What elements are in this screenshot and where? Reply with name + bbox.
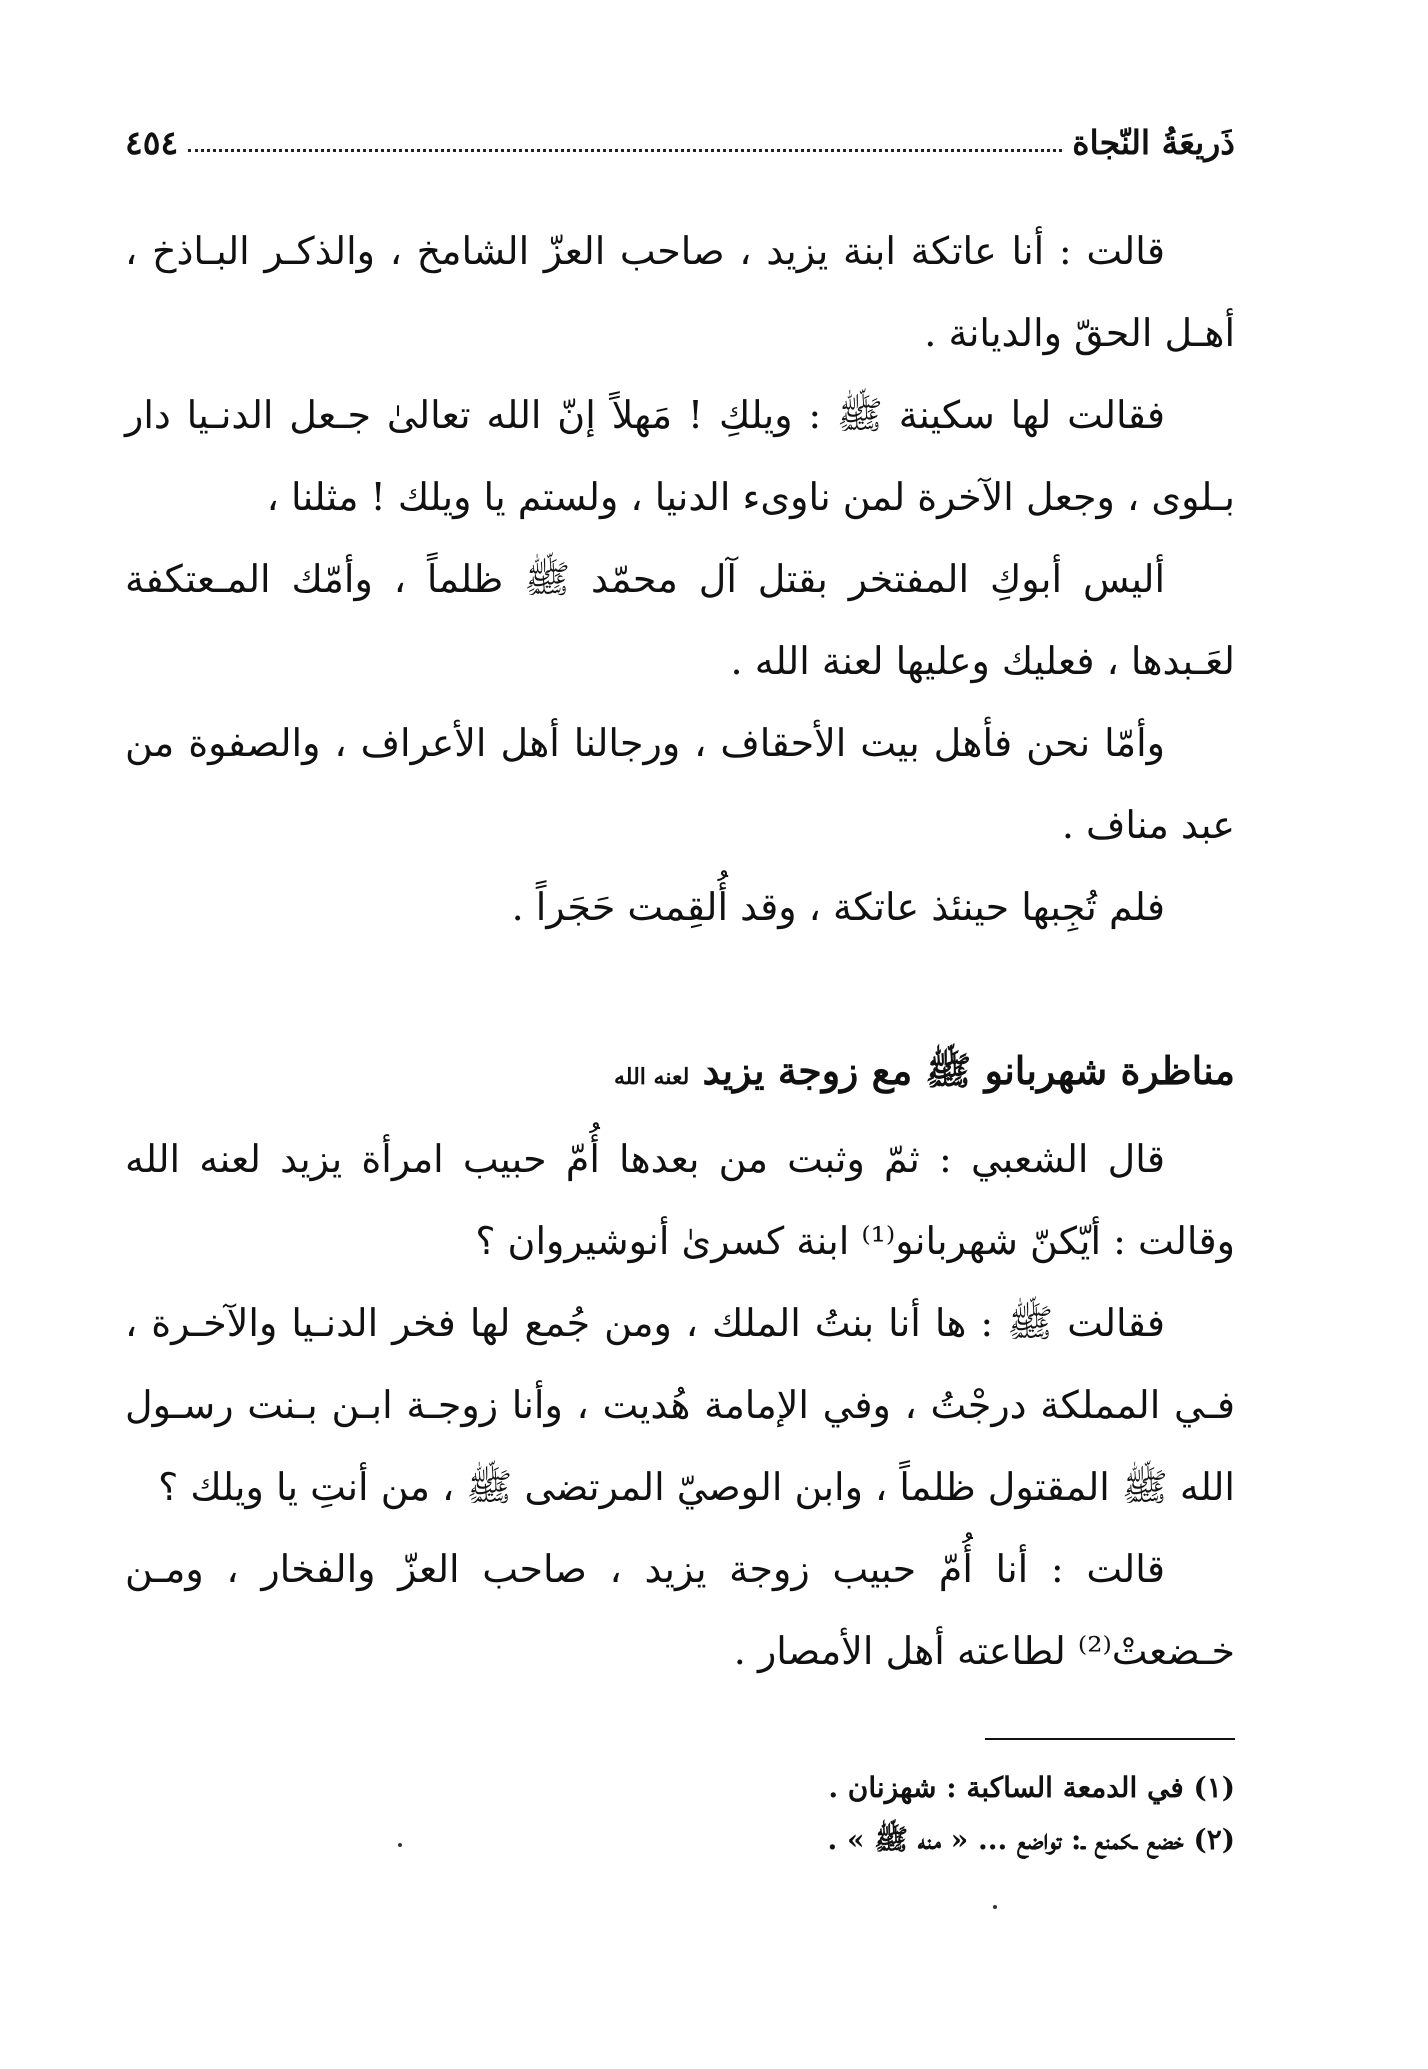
footnotes — [125, 1762, 1235, 1866]
paragraph-shahrbanu-reply: فقالت ﷺ : ها أنا بنتُ الملك ، ومن جُمع لها فخر الدنـيا والآخـرة ، فـي المملكة درجْتُ ، وفي الإمامة هُديت ، وأنا زوجـة ابـن بـنت رسـول الله ﷺ المقتول ظلماً ، وابن الوصيّ المرتضى ﷺ ، من أنتِ يا ويلك ؟ — [125, 1301, 1235, 1509]
paragraph-sukayna-reply: فقالت لها سكينة ﷺ : ويلكِ ! مَهلاً إنّ الله تعالىٰ جـعل الدنـيا دار بـلوى ، وجعل الآخرة لمن ناوىء الدنيا ، ولستم يا ويلك ! مثلنا ، — [125, 393, 1235, 519]
section-heading-text: مناظرة شهربانو ﷺ مع زوجة يزيد — [702, 1048, 1235, 1093]
footnote-separator — [985, 1738, 1235, 1740]
paragraph-question: أليس أبوكِ المفتخر بقتل آل محمّد ﷺ ظلماً ، وأمّك المـعتكفة لعَـبدها ، فعليك وعليها لعنة الله . — [125, 557, 1235, 683]
paragraph-atika-reply: قالت : أنا عاتكة ابنة يزيد ، صاحب العزّ الشامخ ، والذكـر البـاذخ ، أهـل الحقّ والديانة . — [125, 229, 1235, 355]
scan-speck — [993, 1905, 997, 1909]
footnote-2: (٢) خضع ـكمنع ـ: تواضع ... « منه ﷺ » . — [827, 1823, 1235, 1856]
section-heading-suffix: لعنه الله — [613, 1064, 690, 1090]
scan-speck — [398, 1843, 402, 1847]
section-heading — [125, 1030, 1235, 1118]
footnote-1: (١) في الدمعة الساكبة : شهزنان . — [828, 1771, 1235, 1804]
paragraph-shabi: قال الشعبي : ثمّ وثبت من بعدها أُمّ حبيب امرأة يزيد لعنه الله وقالت : أيّكنّ شهربانو⁽¹⁾ ابنة كسرىٰ أنوشيروان ؟ — [125, 1137, 1235, 1263]
header-leader-dots — [188, 149, 1062, 152]
paragraph-umm-habib-reply: قالت : أنا أُمّ حبيب زوجة يزيد ، صاحب العزّ والفخار ، ومـن خـضعتْ⁽²⁾ لطاعته أهل الأمصار . — [125, 1547, 1235, 1673]
page-number: ٤٥٤ — [125, 123, 179, 162]
running-title: ذَريعَةُ النّجاة — [1072, 123, 1235, 162]
section-gap — [125, 948, 1235, 1030]
main-text — [125, 210, 1235, 1692]
paragraph-ahl-albayt: وأمّا نحن فأهل بيت الأحقاف ، ورجالنا أهل الأعراف ، والصفوة من عبد مناف . — [125, 721, 1235, 847]
running-header — [125, 112, 1235, 162]
paragraph-silence: فلم تُجِبها حينئذ عاتكة ، وقد أُلقِمت حَجَراً . — [511, 885, 1165, 929]
